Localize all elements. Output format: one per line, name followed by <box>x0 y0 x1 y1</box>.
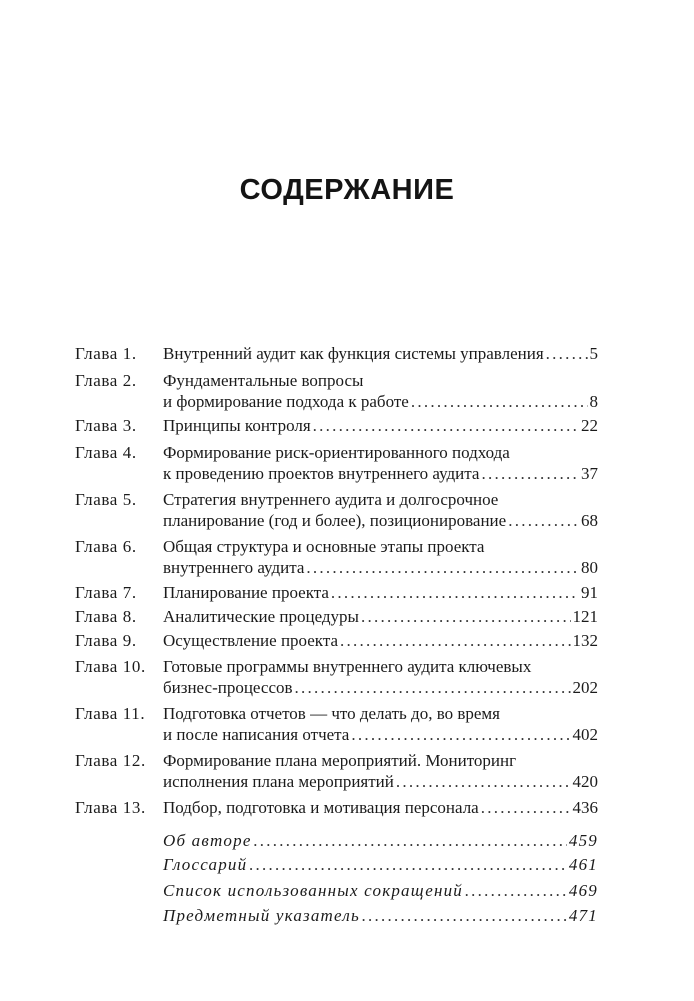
leader-dots <box>351 723 570 746</box>
leader-dots <box>481 462 579 485</box>
leader-dots <box>411 390 588 413</box>
page-number: 22 <box>581 416 598 435</box>
chapter-title-line: Принципы контроля . . . 22 <box>163 414 598 437</box>
extra-title-line: Предметный указатель . . . 471 <box>163 904 598 927</box>
chapter-number: Глава 13. <box>75 798 146 817</box>
leader-dots <box>465 879 567 902</box>
chapter-title-line: Фундаментальные вопросы <box>163 371 364 390</box>
leader-dots <box>481 796 571 819</box>
page-title: СОДЕРЖАНИЕ <box>239 174 455 206</box>
chapter-title-line: исполнения плана мероприятий . . . 420 <box>163 770 598 793</box>
chapter-number: Глава 7. <box>75 583 137 602</box>
chapter-title-line: Планирование проекта . . . 91 <box>163 581 598 604</box>
page-number: 91 <box>581 583 598 602</box>
chapter-number: Глава 9. <box>75 631 137 650</box>
chapter-title-line: Осуществление проекта . . . 132 <box>163 629 598 652</box>
leader-dots <box>362 904 567 927</box>
chapter-title-line: Формирование плана мероприятий. Мониторинг <box>163 751 517 770</box>
page-number: 132 <box>572 631 598 650</box>
chapter-title-line: Подбор, подготовка и мотивация персонала . . . 436 <box>163 796 598 819</box>
chapter-title-line: Подготовка отчетов — что делать до, во время <box>163 704 501 723</box>
extra-title-line: Глоссарий . . . 461 <box>163 853 598 876</box>
page-number: 37 <box>581 464 598 483</box>
leader-dots <box>361 605 571 628</box>
chapter-title-line: Формирование риск-ориентированного подхода <box>163 443 510 462</box>
chapter-number: Глава 3. <box>75 416 137 435</box>
chapter-title-line: к проведению проектов внутреннего аудита . . . 37 <box>163 462 598 485</box>
chapter-number: Глава 12. <box>75 751 146 770</box>
page-number: 469 <box>568 881 598 900</box>
page-number: 420 <box>572 772 598 791</box>
chapter-number: Глава 11. <box>75 704 146 723</box>
page-number: 5 <box>589 344 598 363</box>
leader-dots <box>306 556 579 579</box>
leader-dots <box>313 414 579 437</box>
page-number: 80 <box>581 558 598 577</box>
leader-dots <box>249 853 567 876</box>
chapter-number: Глава 4. <box>75 443 137 462</box>
page-number: 436 <box>572 798 598 817</box>
chapter-title-line: Аналитические процедуры . . . 121 <box>163 605 598 628</box>
page-number: 8 <box>589 392 598 411</box>
leader-dots <box>508 509 579 532</box>
page-number: 68 <box>581 511 598 530</box>
leader-dots <box>546 342 588 365</box>
extra-title-line: Об авторе . . . 459 <box>163 829 598 852</box>
page-number: 402 <box>572 725 598 744</box>
chapter-number: Глава 10. <box>75 657 146 676</box>
leader-dots <box>295 676 571 699</box>
leader-dots <box>331 581 579 604</box>
page-number: 461 <box>568 855 598 874</box>
chapter-number: Глава 6. <box>75 537 137 556</box>
leader-dots <box>340 629 570 652</box>
chapter-title-line: Внутренний аудит как функция системы управления . . . 5 <box>163 342 598 365</box>
chapter-number: Глава 1. <box>75 344 137 363</box>
chapter-title-line: Стратегия внутреннего аудита и долгосрочное <box>163 490 499 509</box>
page-number: 202 <box>572 678 598 697</box>
chapter-title-line: планирование (год и более), позиционирование . . . 68 <box>163 509 598 532</box>
chapter-number: Глава 5. <box>75 490 137 509</box>
extra-title-line: Список использованных сокращений . . . 469 <box>163 879 598 902</box>
chapter-title-line: внутреннего аудита . . . 80 <box>163 556 598 579</box>
page-number: 471 <box>568 906 598 925</box>
chapter-number: Глава 2. <box>75 371 137 390</box>
page-number: 459 <box>568 831 598 850</box>
leader-dots <box>254 829 567 852</box>
chapter-title-line: и после написания отчета . . . 402 <box>163 723 598 746</box>
leader-dots <box>396 770 571 793</box>
chapter-title-line: Общая структура и основные этапы проекта <box>163 537 485 556</box>
chapter-number: Глава 8. <box>75 607 137 626</box>
page-number: 121 <box>572 607 598 626</box>
chapter-title-line: и формирование подхода к работе . . . 8 <box>163 390 598 413</box>
chapter-title-line: Готовые программы внутреннего аудита ключевых <box>163 657 532 676</box>
chapter-title-line: бизнес-процессов . . . 202 <box>163 676 598 699</box>
